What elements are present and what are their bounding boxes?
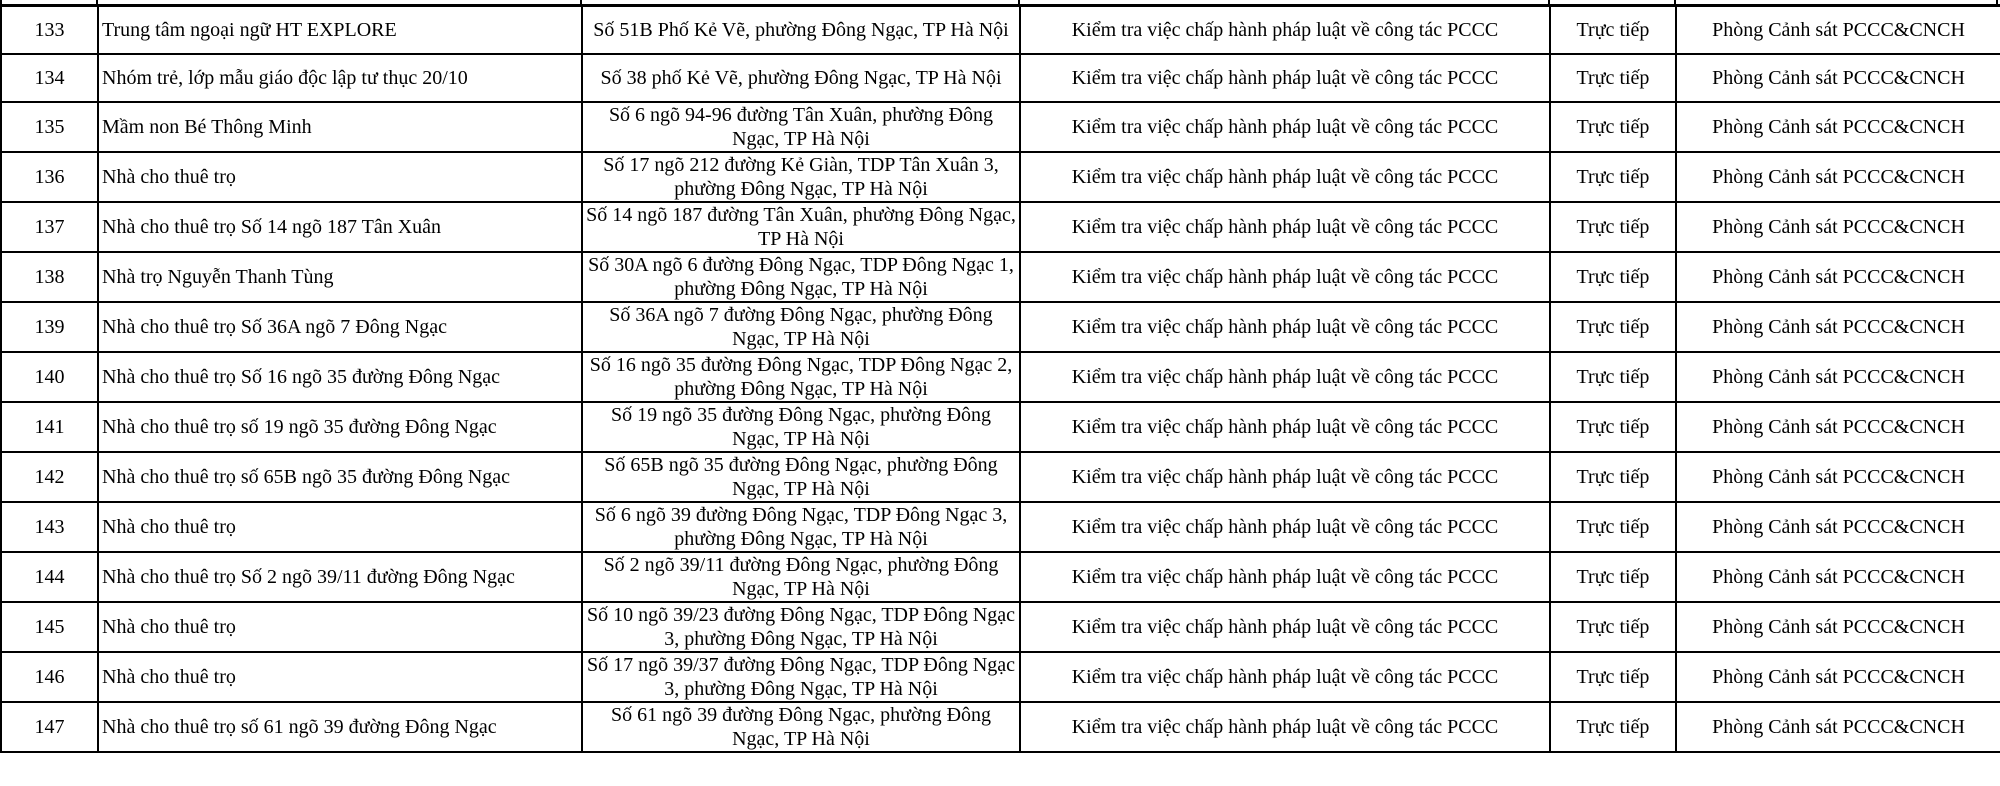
row-number-cell: 137 [1, 202, 98, 252]
table-row [1, 402, 2000, 452]
responsible-unit-cell: Phòng Cảnh sát PCCC&CNCH [1676, 702, 2000, 752]
responsible-unit-cell: Phòng Cảnh sát PCCC&CNCH [1676, 302, 2000, 352]
table-row [1, 352, 2000, 402]
responsible-unit-cell: Phòng Cảnh sát PCCC&CNCH [1676, 602, 2000, 652]
inspection-form-cell: Trực tiếp [1550, 602, 1676, 652]
inspection-content-cell: Kiểm tra việc chấp hành pháp luật về công tác PCCC [1020, 202, 1550, 252]
table-row [1, 54, 2000, 102]
table-row [1, 602, 2000, 652]
inspection-content-cell: Kiểm tra việc chấp hành pháp luật về công tác PCCC [1020, 502, 1550, 552]
inspection-form-cell: Trực tiếp [1550, 302, 1676, 352]
inspection-form-cell: Trực tiếp [1550, 552, 1676, 602]
inspection-form-cell: Trực tiếp [1550, 502, 1676, 552]
inspection-form-cell: Trực tiếp [1550, 452, 1676, 502]
inspection-table [0, 5, 2000, 753]
facility-name-cell: Nhà cho thuê trọ Số 14 ngõ 187 Tân Xuân [98, 202, 582, 252]
address-cell: Số 6 ngõ 39 đường Đông Ngạc, TDP Đông Ngạc 3, phường Đông Ngạc, TP Hà Nội [582, 502, 1020, 552]
row-number-cell: 133 [1, 6, 98, 54]
inspection-content-cell: Kiểm tra việc chấp hành pháp luật về công tác PCCC [1020, 302, 1550, 352]
table-row [1, 702, 2000, 752]
inspection-form-cell: Trực tiếp [1550, 702, 1676, 752]
address-cell: Số 51B Phố Kẻ Vẽ, phường Đông Ngạc, TP Hà Nội [582, 6, 1020, 54]
address-cell: Số 10 ngõ 39/23 đường Đông Ngạc, TDP Đông Ngạc 3, phường Đông Ngạc, TP Hà Nội [582, 602, 1020, 652]
facility-name-cell: Nhà cho thuê trọ Số 36A ngõ 7 Đông Ngạc [98, 302, 582, 352]
facility-name-cell: Nhà cho thuê trọ số 65B ngõ 35 đường Đông Ngạc [98, 452, 582, 502]
inspection-form-cell: Trực tiếp [1550, 6, 1676, 54]
facility-name-cell: Nhà cho thuê trọ số 61 ngõ 39 đường Đông Ngạc [98, 702, 582, 752]
responsible-unit-cell: Phòng Cảnh sát PCCC&CNCH [1676, 452, 2000, 502]
responsible-unit-cell: Phòng Cảnh sát PCCC&CNCH [1676, 6, 2000, 54]
inspection-content-cell: Kiểm tra việc chấp hành pháp luật về công tác PCCC [1020, 602, 1550, 652]
row-number-cell: 140 [1, 352, 98, 402]
facility-name-cell: Mầm non Bé Thông Minh [98, 102, 582, 152]
table-row [1, 6, 2000, 54]
inspection-content-cell: Kiểm tra việc chấp hành pháp luật về công tác PCCC [1020, 6, 1550, 54]
row-number-cell: 136 [1, 152, 98, 202]
facility-name-cell: Nhà cho thuê trọ [98, 502, 582, 552]
facility-name-cell: Trung tâm ngoại ngữ HT EXPLORE [98, 6, 582, 54]
inspection-content-cell: Kiểm tra việc chấp hành pháp luật về công tác PCCC [1020, 152, 1550, 202]
responsible-unit-cell: Phòng Cảnh sát PCCC&CNCH [1676, 402, 2000, 452]
row-number-cell: 147 [1, 702, 98, 752]
inspection-content-cell: Kiểm tra việc chấp hành pháp luật về công tác PCCC [1020, 702, 1550, 752]
address-cell: Số 19 ngõ 35 đường Đông Ngạc, phường Đông Ngạc, TP Hà Nội [582, 402, 1020, 452]
table-row [1, 102, 2000, 152]
responsible-unit-cell: Phòng Cảnh sát PCCC&CNCH [1676, 252, 2000, 302]
address-cell: Số 2 ngõ 39/11 đường Đông Ngạc, phường Đông Ngạc, TP Hà Nội [582, 552, 1020, 602]
responsible-unit-cell: Phòng Cảnh sát PCCC&CNCH [1676, 202, 2000, 252]
row-number-cell: 145 [1, 602, 98, 652]
inspection-form-cell: Trực tiếp [1550, 252, 1676, 302]
address-cell: Số 14 ngõ 187 đường Tân Xuân, phường Đông Ngạc, TP Hà Nội [582, 202, 1020, 252]
facility-name-cell: Nhà cho thuê trọ [98, 652, 582, 702]
inspection-form-cell: Trực tiếp [1550, 352, 1676, 402]
row-number-cell: 142 [1, 452, 98, 502]
inspection-content-cell: Kiểm tra việc chấp hành pháp luật về công tác PCCC [1020, 552, 1550, 602]
responsible-unit-cell: Phòng Cảnh sát PCCC&CNCH [1676, 152, 2000, 202]
facility-name-cell: Nhà cho thuê trọ số 19 ngõ 35 đường Đông Ngạc [98, 402, 582, 452]
address-cell: Số 61 ngõ 39 đường Đông Ngạc, phường Đông Ngạc, TP Hà Nội [582, 702, 1020, 752]
inspection-form-cell: Trực tiếp [1550, 402, 1676, 452]
table-body [1, 6, 2000, 752]
row-number-cell: 146 [1, 652, 98, 702]
address-cell: Số 17 ngõ 39/37 đường Đông Ngạc, TDP Đông Ngạc 3, phường Đông Ngạc, TP Hà Nội [582, 652, 1020, 702]
inspection-form-cell: Trực tiếp [1550, 652, 1676, 702]
address-cell: Số 30A ngõ 6 đường Đông Ngạc, TDP Đông Ngạc 1, phường Đông Ngạc, TP Hà Nội [582, 252, 1020, 302]
table-row [1, 502, 2000, 552]
row-number-cell: 141 [1, 402, 98, 452]
row-number-cell: 138 [1, 252, 98, 302]
responsible-unit-cell: Phòng Cảnh sát PCCC&CNCH [1676, 552, 2000, 602]
table-row [1, 452, 2000, 502]
inspection-form-cell: Trực tiếp [1550, 54, 1676, 102]
address-cell: Số 17 ngõ 212 đường Kẻ Giàn, TDP Tân Xuân 3, phường Đông Ngạc, TP Hà Nội [582, 152, 1020, 202]
facility-name-cell: Nhà cho thuê trọ Số 16 ngõ 35 đường Đông Ngạc [98, 352, 582, 402]
address-cell: Số 36A ngõ 7 đường Đông Ngạc, phường Đông Ngạc, TP Hà Nội [582, 302, 1020, 352]
address-cell: Số 38 phố Kẻ Vẽ, phường Đông Ngạc, TP Hà Nội [582, 54, 1020, 102]
address-cell: Số 65B ngõ 35 đường Đông Ngạc, phường Đông Ngạc, TP Hà Nội [582, 452, 1020, 502]
responsible-unit-cell: Phòng Cảnh sát PCCC&CNCH [1676, 652, 2000, 702]
table-row [1, 302, 2000, 352]
inspection-content-cell: Kiểm tra việc chấp hành pháp luật về công tác PCCC [1020, 352, 1550, 402]
address-cell: Số 6 ngõ 94-96 đường Tân Xuân, phường Đông Ngạc, TP Hà Nội [582, 102, 1020, 152]
facility-name-cell: Nhà cho thuê trọ [98, 152, 582, 202]
inspection-form-cell: Trực tiếp [1550, 152, 1676, 202]
table-row [1, 652, 2000, 702]
inspection-form-cell: Trực tiếp [1550, 202, 1676, 252]
responsible-unit-cell: Phòng Cảnh sát PCCC&CNCH [1676, 352, 2000, 402]
row-number-cell: 134 [1, 54, 98, 102]
row-number-cell: 139 [1, 302, 98, 352]
row-number-cell: 135 [1, 102, 98, 152]
facility-name-cell: Nhà trọ Nguyễn Thanh Tùng [98, 252, 582, 302]
responsible-unit-cell: Phòng Cảnh sát PCCC&CNCH [1676, 502, 2000, 552]
facility-name-cell: Nhà cho thuê trọ [98, 602, 582, 652]
inspection-content-cell: Kiểm tra việc chấp hành pháp luật về công tác PCCC [1020, 252, 1550, 302]
table-row [1, 152, 2000, 202]
row-number-cell: 144 [1, 552, 98, 602]
inspection-content-cell: Kiểm tra việc chấp hành pháp luật về công tác PCCC [1020, 652, 1550, 702]
table-row [1, 252, 2000, 302]
responsible-unit-cell: Phòng Cảnh sát PCCC&CNCH [1676, 54, 2000, 102]
address-cell: Số 16 ngõ 35 đường Đông Ngạc, TDP Đông Ngạc 2, phường Đông Ngạc, TP Hà Nội [582, 352, 1020, 402]
inspection-form-cell: Trực tiếp [1550, 102, 1676, 152]
inspection-content-cell: Kiểm tra việc chấp hành pháp luật về công tác PCCC [1020, 402, 1550, 452]
inspection-content-cell: Kiểm tra việc chấp hành pháp luật về công tác PCCC [1020, 54, 1550, 102]
facility-name-cell: Nhà cho thuê trọ Số 2 ngõ 39/11 đường Đông Ngạc [98, 552, 582, 602]
table-row [1, 552, 2000, 602]
inspection-content-cell: Kiểm tra việc chấp hành pháp luật về công tác PCCC [1020, 452, 1550, 502]
facility-name-cell: Nhóm trẻ, lớp mẫu giáo độc lập tư thục 20/10 [98, 54, 582, 102]
row-number-cell: 143 [1, 502, 98, 552]
inspection-content-cell: Kiểm tra việc chấp hành pháp luật về công tác PCCC [1020, 102, 1550, 152]
table-row [1, 202, 2000, 252]
responsible-unit-cell: Phòng Cảnh sát PCCC&CNCH [1676, 102, 2000, 152]
